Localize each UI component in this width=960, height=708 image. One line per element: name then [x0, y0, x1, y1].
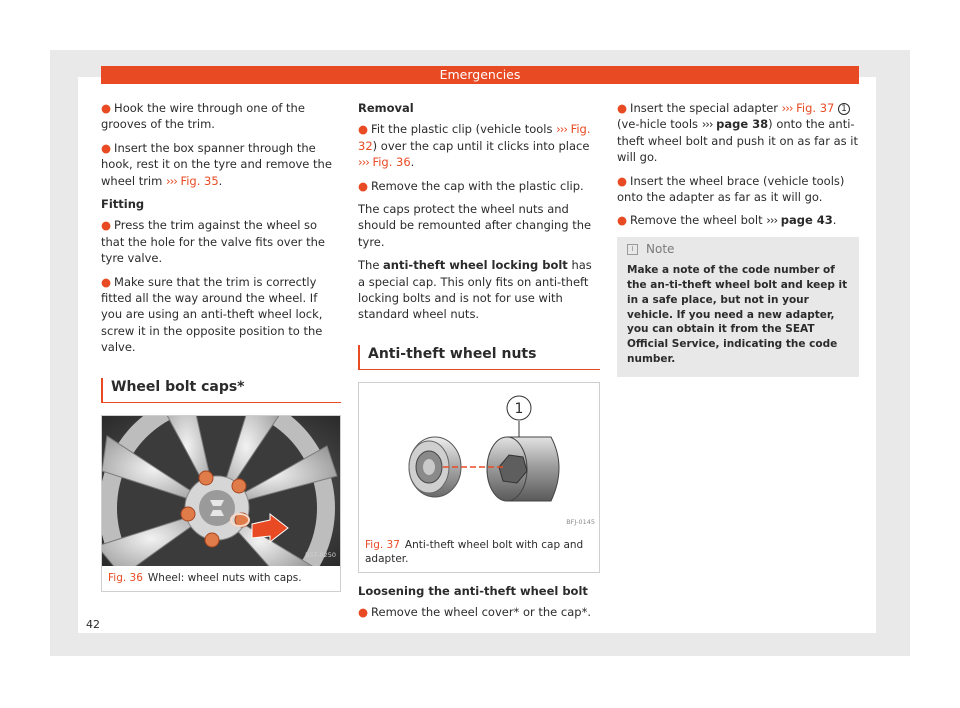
- arrow-ref-icon: ›››: [358, 155, 369, 170]
- bullet-trim-fitted: ● Make sure that the trim is correctly fitted all the way around the wheel. If you are using an anti-theft wheel lock, screw it in the opposite position to the valve.: [101, 274, 323, 355]
- fig-36-link[interactable]: Fig. 36: [372, 155, 411, 170]
- column-right: [617, 100, 859, 377]
- para-anti-theft: The anti-theft wheel locking bolt has a special cap. This only fits on anti-theft locking bolts and is not for use with standard wheel nuts.: [358, 258, 592, 322]
- page-43-link[interactable]: page 43: [780, 213, 833, 228]
- bullet-icon: ●: [358, 178, 369, 193]
- figure-caption: Fig. 36 Wheel: wheel nuts with caps.: [108, 571, 302, 584]
- bullet-icon: ●: [101, 218, 112, 233]
- para-caps-protect: The caps protect the wheel nuts and should be remounted after changing the tyre.: [358, 202, 592, 249]
- fig-37-link[interactable]: Fig. 37: [796, 101, 835, 115]
- wheel-photo: [102, 416, 340, 566]
- section-title-wheel-bolt-caps: Wheel bolt caps*: [101, 378, 341, 403]
- fig-32-link[interactable]: Fig. 32: [358, 122, 591, 153]
- arrow-ref-icon: ›››: [701, 117, 713, 132]
- bullet-remove-bolt: ● Remove the wheel bolt ››› page 43.: [617, 213, 837, 228]
- bullet-box-spanner: ● Insert the box spanner through the hook, rest it on the tyre and remove the wheel trim ››› Fig. 35.: [101, 140, 332, 188]
- figure-code: BFJ-0145: [566, 518, 595, 527]
- section-title-anti-theft-nuts: Anti-theft wheel nuts: [358, 345, 600, 370]
- fig-35-link[interactable]: Fig. 35: [180, 173, 219, 188]
- bullet-icon: ●: [358, 122, 369, 137]
- chapter-header: Emergencies: [101, 66, 859, 84]
- bullet-icon: ●: [617, 101, 628, 115]
- callout-1-icon: 1: [838, 103, 850, 115]
- bullet-fit-clip: ● Fit the plastic clip (vehicle tools ››› Fig. 32) over the cap until it clicks into place ››› Fig. 36.: [358, 122, 591, 170]
- bullet-icon: ●: [101, 274, 112, 289]
- bullet-icon: ●: [101, 140, 112, 155]
- figure-label: Fig. 36: [108, 571, 143, 584]
- bullet-remove-cap: ● Remove the cap with the plastic clip.: [358, 178, 584, 193]
- note-box: [617, 237, 859, 377]
- info-icon: i: [627, 244, 638, 255]
- loosening-heading: Loosening the anti-theft wheel bolt: [358, 583, 588, 598]
- figure-caption: Fig. 37 Anti-theft wheel bolt with cap and adapter.: [365, 538, 584, 565]
- anti-theft-bolt-illustration: [359, 383, 599, 533]
- arrow-ref-icon: ›››: [556, 122, 567, 137]
- note-header: i Note: [627, 241, 849, 257]
- figure-code: B5T-0250: [305, 551, 336, 560]
- bullet-icon: ●: [358, 605, 369, 620]
- arrow-ref-icon: ›››: [781, 101, 793, 115]
- arrow-ref-icon: ›››: [166, 173, 177, 188]
- page-number: 42: [86, 618, 100, 631]
- bullet-remove-cover: ● Remove the wheel cover* or the cap*.: [358, 605, 591, 620]
- bullet-icon: ●: [617, 173, 628, 188]
- removal-heading: Removal: [358, 101, 414, 115]
- fitting-heading: Fitting: [101, 197, 145, 212]
- bullet-icon: ●: [101, 101, 112, 115]
- wheel-nuts-illustration: [102, 416, 340, 566]
- column-middle: [358, 100, 600, 628]
- bullet-insert-adapter: ● Insert the special adapter ››› Fig. 37 1 (ve-hicle tools ››› page 38) onto the anti-theft wheel bolt and push it on as far as it will go.: [617, 101, 859, 165]
- figure-36: [101, 415, 341, 592]
- bullet-insert-brace: ● Insert the wheel brace (vehicle tools) onto the adapter as far as it will go.: [617, 173, 845, 205]
- figure-37: [358, 382, 600, 573]
- column-left: [101, 100, 341, 602]
- bullet-press-trim: ● Press the trim against the wheel so that the hole for the valve fits over the tyre valve.: [101, 218, 325, 266]
- bullet-hook-wire: ● Hook the wire through one of the grooves of the trim.: [101, 101, 305, 132]
- page-38-link[interactable]: page 38: [716, 117, 769, 132]
- anti-theft-photo: [359, 383, 599, 533]
- figure-label: Fig. 37: [365, 538, 400, 551]
- figure-callout-1: 1: [514, 400, 524, 417]
- note-text: Make a note of the code number of the an-ti-theft wheel bolt and keep it in a safe place, but not in your vehicle. If you need a new adapter, you can obtain it from the SEAT Official Service, indicating the code number.: [627, 264, 848, 366]
- bullet-icon: ●: [617, 213, 628, 228]
- arrow-ref-icon: ›››: [766, 213, 778, 228]
